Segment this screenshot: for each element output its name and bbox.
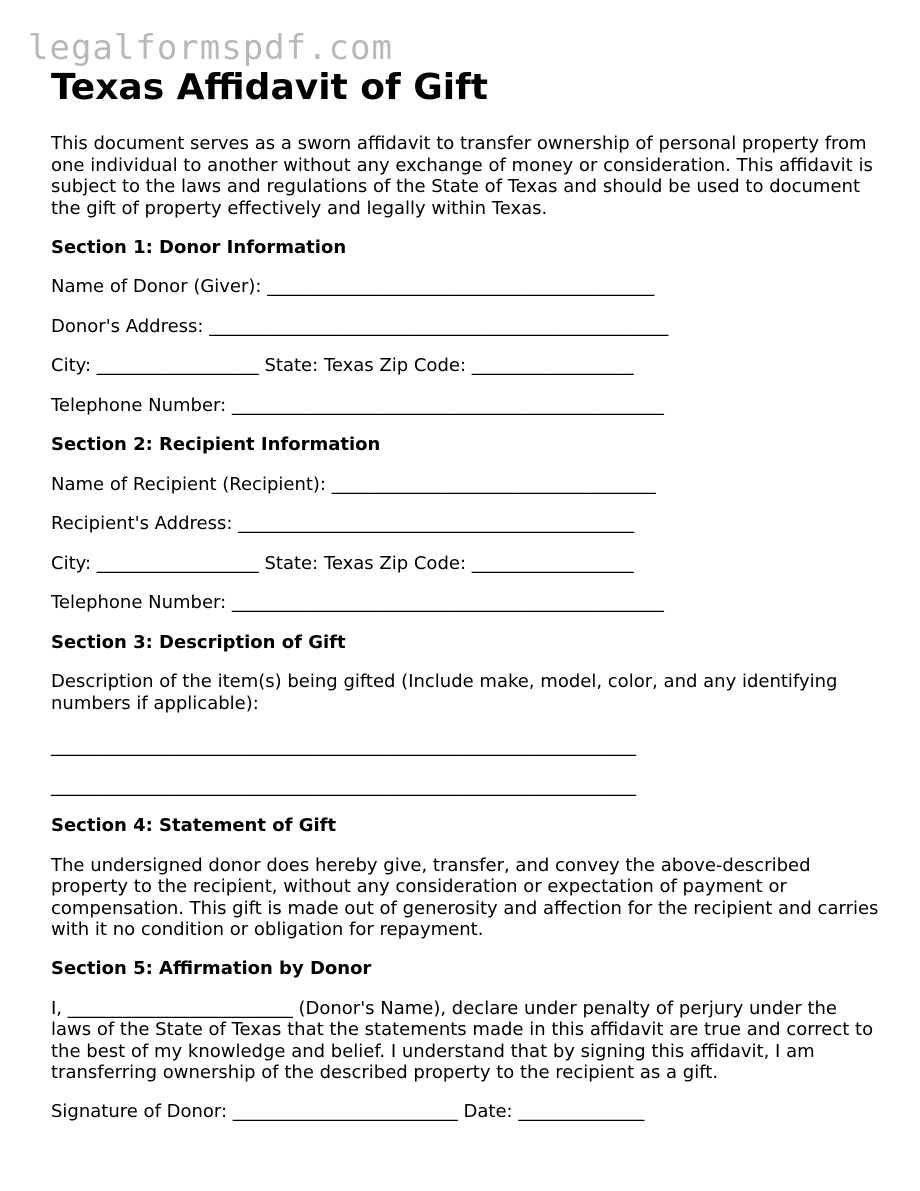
section-5-heading: Section 5: Affirmation by Donor (51, 958, 372, 979)
gift-description-instructions: Description of the item(s) being gifted (Include make, model, color, and any identifying numbers if applicable): (51, 671, 838, 714)
document-title: Texas Affidavit of Gift (51, 67, 488, 108)
section-1-heading: Section 1: Donor Information (51, 236, 347, 258)
donor-name-field: Name of Donor (Giver): ___________________________________________ (51, 276, 655, 297)
gift-description-blank-2: _________________________________________________________________ (51, 775, 636, 797)
donor-telephone-field: Telephone Number: ________________________________________________ (51, 394, 664, 416)
intro-paragraph: This document serves as a sworn affidavit to transfer ownership of personal property from one individual to another without any exchange of money or consideration. This affidavit is subject to the laws and regulations of the State of Texas and should be used to document the gift of property effectively and legally within Texas. (51, 133, 873, 219)
watermark: legalformspdf.com (28, 28, 393, 68)
donor-address-field: Donor's Address: ___________________________________________________ (51, 315, 669, 337)
document-page (51, 66, 881, 1123)
statement-of-gift-paragraph: The undersigned donor does hereby give, transfer, and convey the above-described property to the recipient, without any consideration or expectation of payment or compensation. This gift is made out of generosity and affection for the recipient and carries with it no condition or obligation for repayment. (51, 854, 879, 940)
section-2-heading: Section 2: Recipient Information (51, 434, 381, 455)
gift-description-blank-1: _________________________________________________________________ (51, 736, 636, 757)
signature-date-field: Signature of Donor: _________________________ Date: ______________ (51, 1101, 645, 1122)
recipient-name-field: Name of Recipient (Recipient): ____________________________________ (51, 473, 656, 495)
section-4-heading: Section 4: Statement of Gift (51, 815, 337, 836)
recipient-telephone-field: Telephone Number: ________________________________________________ (51, 592, 664, 613)
affirmation-paragraph: I, _________________________ (Donor's Name), declare under penalty of perjury under the laws of the State of Texas that the statements made in this affidavit are true and correct to the best of my knowledge and belief. I understand that by signing this affidavit, I am transferring ownership of the described property to the recipient as a gift. (51, 997, 874, 1083)
donor-city-state-zip-field: City: __________________ State: Texas Zip Code: __________________ (51, 355, 634, 376)
recipient-address-field: Recipient's Address: ____________________________________________ (51, 513, 635, 534)
recipient-city-state-zip-field: City: __________________ State: Texas Zip Code: __________________ (51, 552, 634, 574)
section-3-heading: Section 3: Description of Gift (51, 631, 346, 653)
